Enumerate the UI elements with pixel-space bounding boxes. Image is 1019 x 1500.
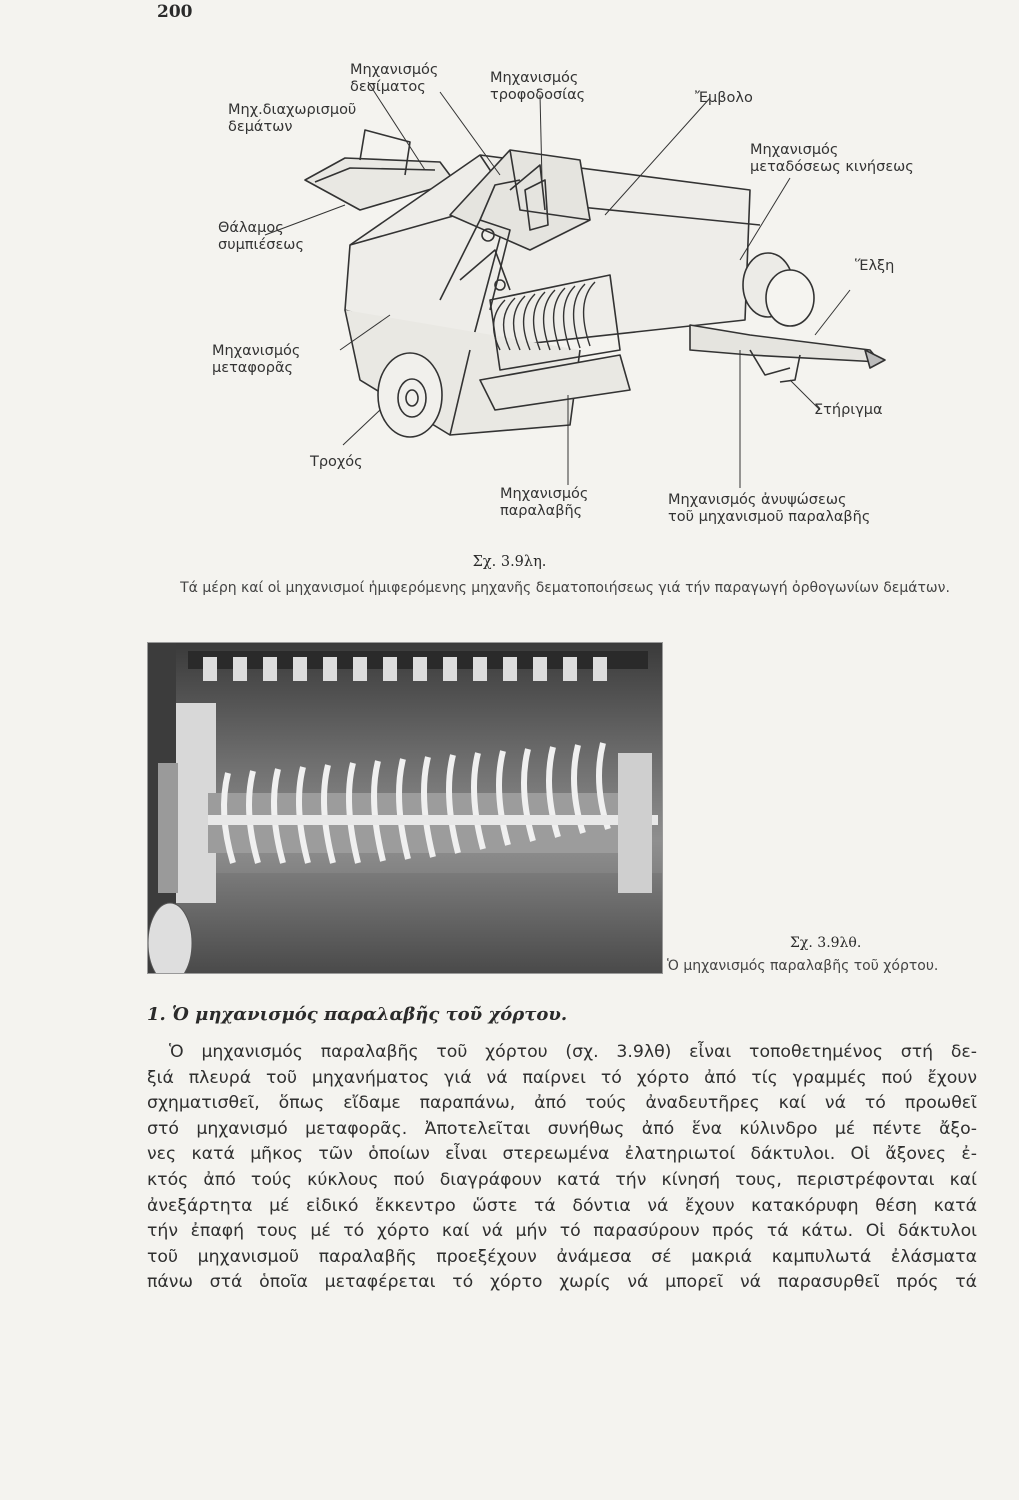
figure2-caption-number: Σχ. 3.9λθ. (790, 935, 862, 951)
text-line: ἀνεξάρτητα μέ εἰδικό ἔκκεντρο ὥστε τά δόντια νά ἔχουν κατακόρυφη θέση κατά (147, 1195, 977, 1216)
text-line: τοῦ μηχανισμοῦ παραλαβῆς προεξέχουν ἀνάμεσα σέ μακριά καμπυλωτά ἐλάσματα (147, 1246, 977, 1267)
text-line: σχηματισθεῖ, ὅπως εἴδαμε παραπάνω, ἀπό τούς ἀναδευτῆρες καί νά τό προωθεῖ (147, 1093, 977, 1114)
label-transmission-mechanism: Μηχανισμός μεταδόσεως κινήσεως (750, 142, 914, 175)
label-conveyor-mechanism: Μηχανισμός μεταφορᾶς (212, 343, 301, 376)
label-support: Στήριγμα (814, 402, 883, 418)
text-line: νες κατά μῆκος τῶν ὁποίων εἶναι στερεωμένα ἐλατηριωτοί δάκτυλοι. Οἱ ἄξονες ἐ- (147, 1144, 977, 1165)
label-wheel: Τροχός (310, 454, 363, 470)
text-line: στό μηχανισμό μεταφορᾶς. Ἀποτελεῖται συνήθως ἀπό ἕνα κύλινδρο μέ πέντε ἄξο- (147, 1118, 977, 1139)
baler-diagram (150, 50, 950, 560)
figure2-caption-text: Ὁ μηχανισμός παραλαβῆς τοῦ χόρτου. (667, 958, 939, 974)
section-heading: 1. Ὁ μηχανισμός παραλαβῆς τοῦ χόρτου. (147, 1004, 568, 1025)
pickup-photo-image (148, 643, 662, 973)
text-line: Ὁ μηχανισμός παραλαβῆς τοῦ χόρτου (σχ. 3.9λθ) εἶναι τοποθετημένος στή δε- (169, 1042, 977, 1062)
text-line: πάνω στά ὁποῖα μεταφέρεται τό χόρτο χωρίς νά μπορεῖ νά παρασυρθεῖ πρός τά (147, 1272, 977, 1293)
label-plunger: Ἔμβολο (695, 90, 753, 106)
label-compression-chamber: Θάλαμος συμπιέσεως (218, 220, 304, 253)
label-feeding-mechanism: Μηχανισμός τροφοδοσίας (490, 70, 586, 103)
label-pickup-mechanism: Μηχανισμός παραλαβῆς (500, 486, 589, 519)
page-number: 200 (157, 2, 193, 22)
pickup-photograph (147, 642, 663, 974)
text-line: κτός ἀπό τούς κύκλους πού διαγράφουν κατά τήν κίνησή τους, περιστρέφονται καί (147, 1169, 977, 1190)
label-lifting-mechanism: Μηχανισμός ἀνυψώσεως τοῦ μηχανισμοῦ παραλαβῆς (668, 492, 871, 525)
body-paragraph (147, 1040, 977, 1296)
label-separation-mechanism: Μηχ.διαχωρισμοῦ δεμάτων (228, 102, 357, 135)
figure1-caption-text: Τά μέρη καί οἱ μηχανισμοί ἡμιφερόμενης μηχανῆς δεματοποιήσεως γιά τήν παραγωγή ὀρθογωνίων δεμάτων. (180, 580, 950, 596)
text-line: τήν ἐπαφή τους μέ τό χόρτο καί νά μήν τό παρασύρουν πρός τά κάτω. Οἱ δάκτυλοι (147, 1221, 977, 1242)
label-hitch: Ἕλξη (855, 258, 895, 274)
text-line: ξιά πλευρά τοῦ μηχανήματος γιά νά παίρνει τό χόρτο ἀπό τίς γραμμές πού ἔχουν (147, 1067, 977, 1088)
label-binding-mechanism: Μηχανισμός δεσίματος (350, 62, 439, 95)
figure1-caption-number: Σχ. 3.9λη. (472, 554, 547, 570)
